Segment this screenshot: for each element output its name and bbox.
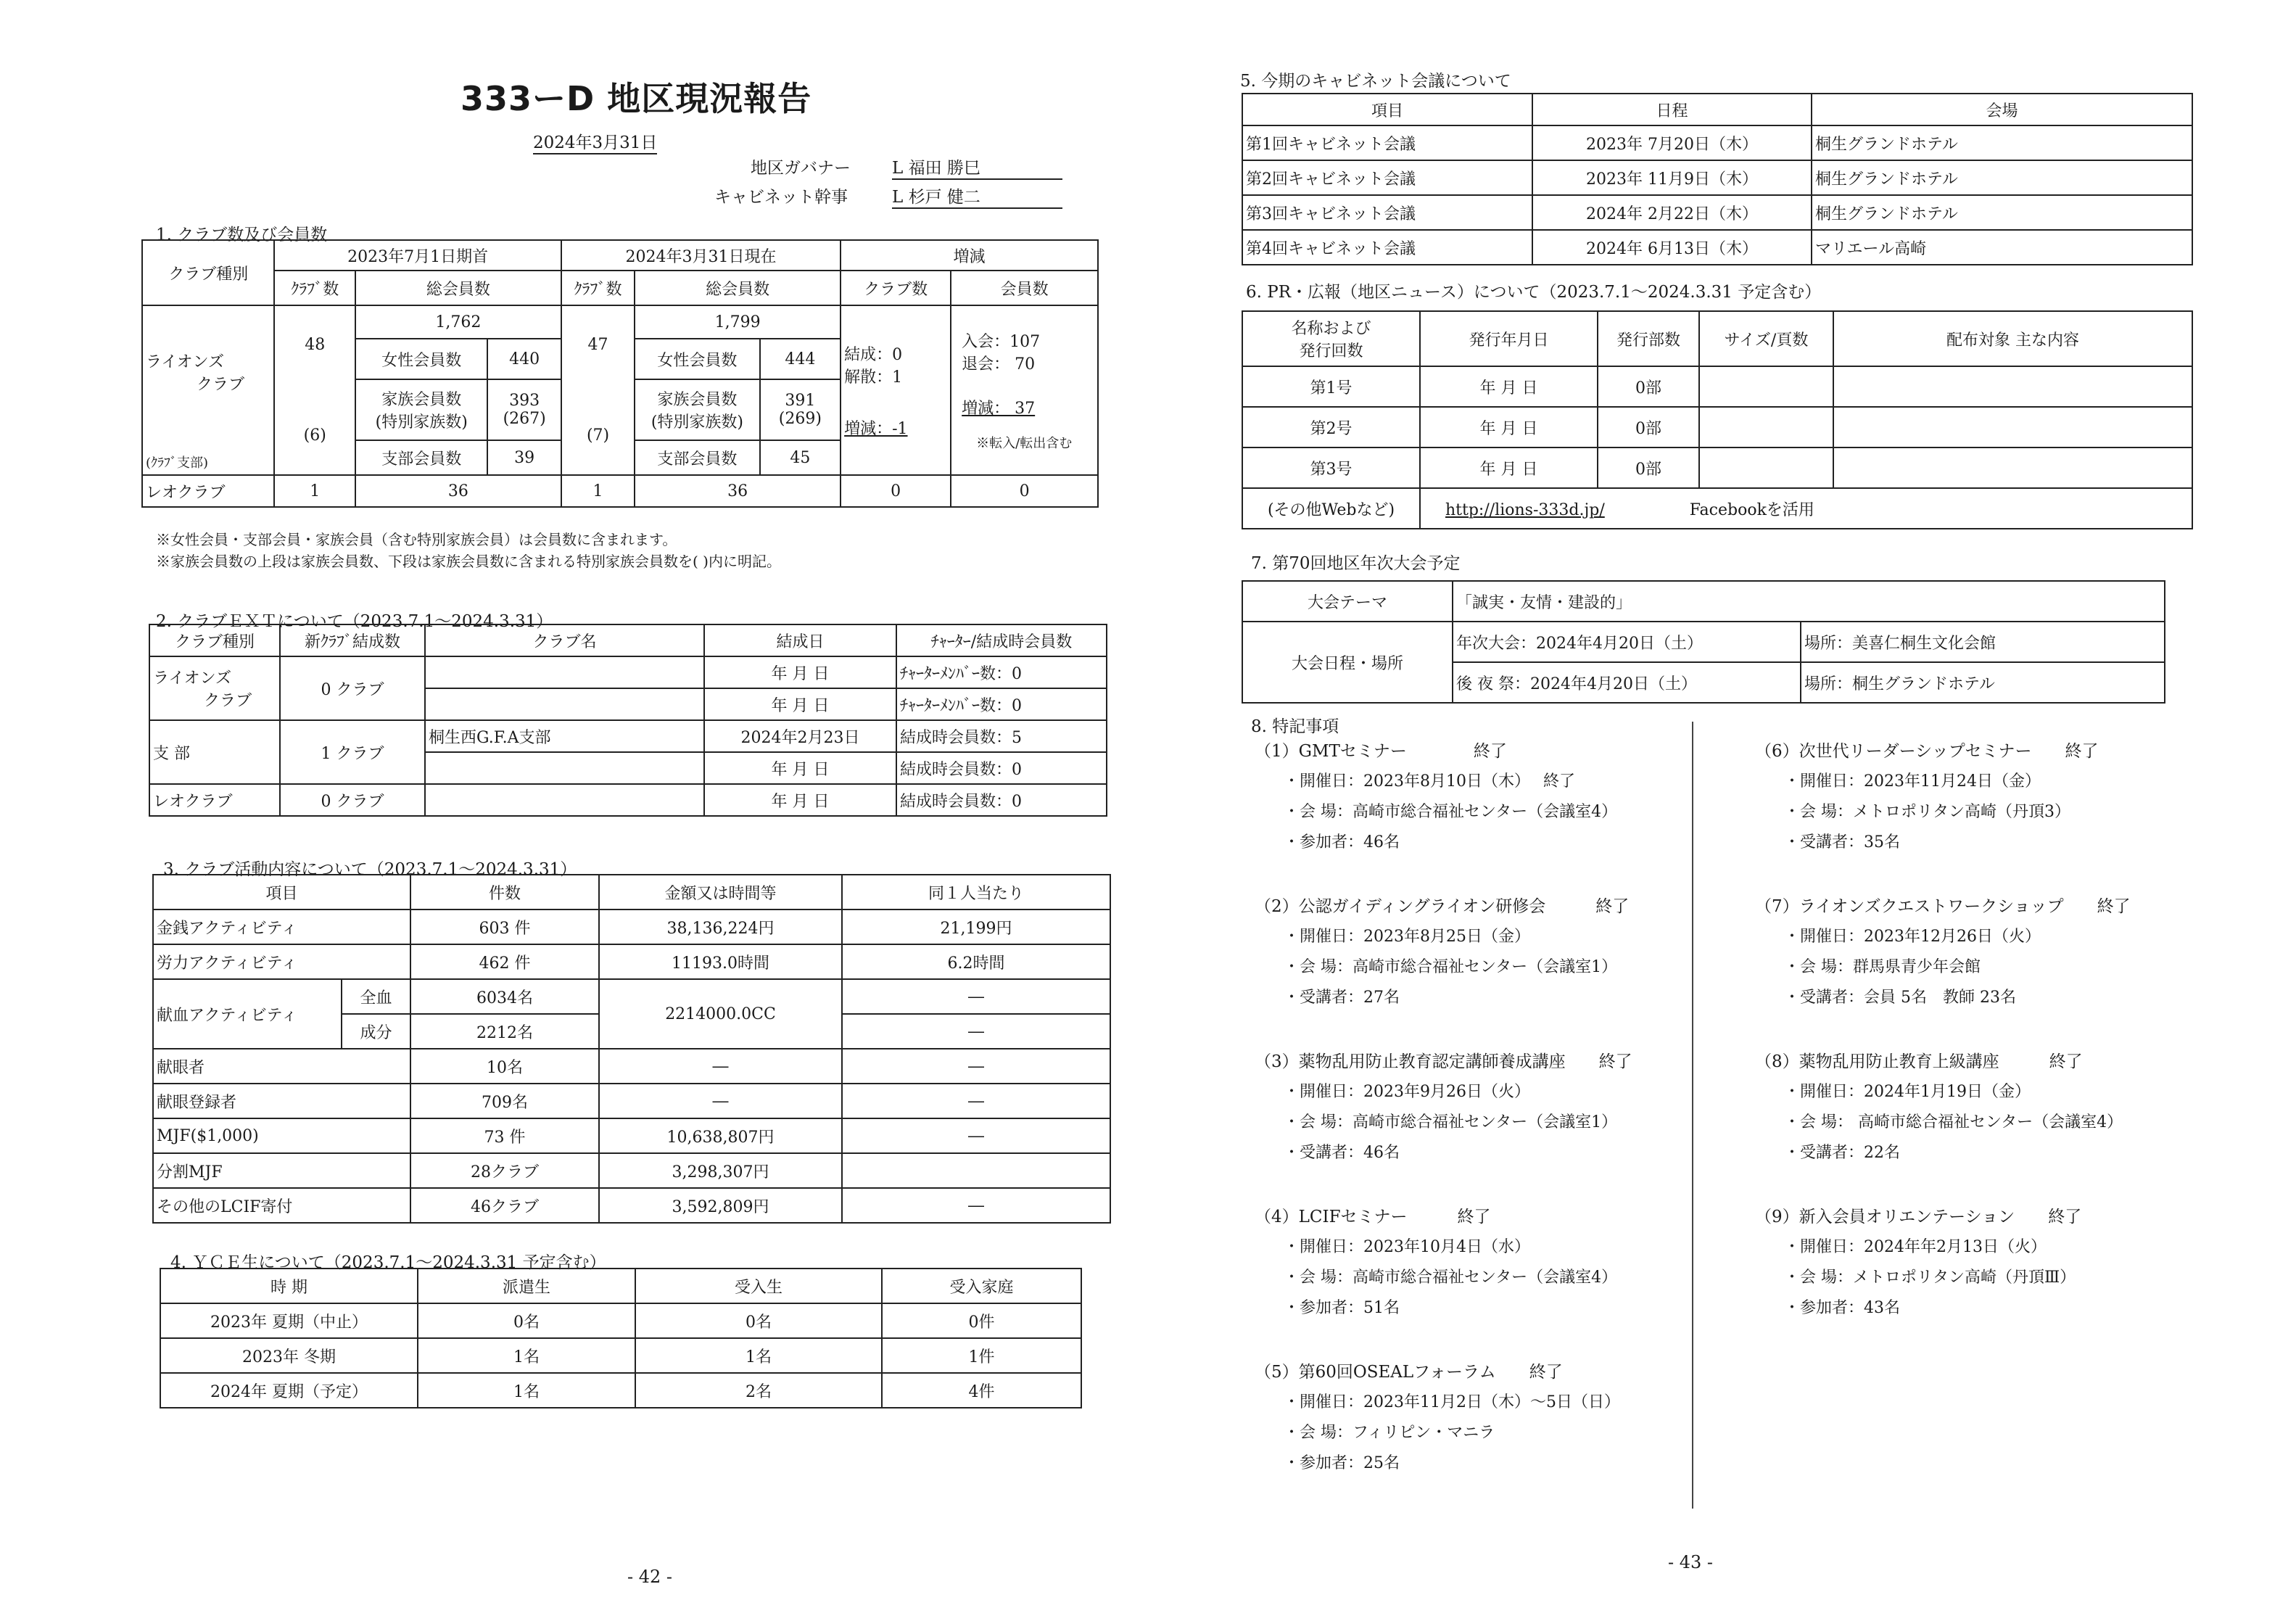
ext-lions-name-1 [425,656,704,688]
pr-table [1242,310,2193,529]
ext-h-date: 結成日 [704,624,896,656]
pr-target-0 [1833,366,2192,407]
act2-item-2: MJF($1,000) [153,1118,410,1153]
yce-recv-1: 1名 [635,1338,882,1373]
cab-venue-3: マリエール高崎 [1812,230,2192,265]
family-label-2024 [635,379,759,440]
event-3-head: （3）薬物乱用防止教育認定講師養成講座 終了 [1255,1052,1632,1071]
family-2024-cell [760,379,841,440]
chg-found: 結成：0 [844,345,903,364]
section2-heading: 2. クラブＥＸＴについて（2023.7.1～2024.3.31） [156,612,553,631]
pr-h-name [1242,311,1420,366]
governor-name: L 福田 勝巳 [892,154,1062,180]
chg-clubs: 増減：-1 [844,419,908,438]
cab-date-3: 2024年 6月13日（木） [1532,230,1812,265]
event-4-l1: ・開催日：2023年10月4日（水） [1284,1238,1530,1256]
family-label-1: 家族会員数 [381,391,462,409]
h-clubs-2023: ｸﾗﾌﾞ数 [274,271,355,305]
act2-per-3 [842,1153,1110,1188]
ext-leo: レオクラブ [149,784,280,816]
ext-lions-1: ライオンズ [153,669,232,688]
yce-h-recv: 受入生 [635,1269,882,1303]
activity-table [152,874,1111,1224]
act-h-amount: 金額又は時間等 [599,875,842,910]
pr-h-name-2: 発行回数 [1299,342,1363,360]
ext-h-members: ﾁｬｰﾀｰ/結成時会員数 [896,624,1107,656]
event-9-head: （9）新入会員オリエンテーション 終了 [1755,1208,2082,1226]
event-5 [1255,1357,1620,1479]
h-2023: 2023年7月1日期首 [274,240,561,271]
pr-copies-2: 0部 [1598,447,1699,488]
act2-amount-2: 10,638,807円 [599,1118,842,1153]
pr-date-0: 年 月 日 [1420,366,1598,407]
event-9-l3: ・参加者：43名 [1784,1299,1900,1317]
event-9 [1755,1202,2081,1324]
act-amount-1: 11193.0時間 [599,944,842,979]
act2-per-1: ― [842,1084,1110,1118]
pr-web-cell [1420,488,2192,529]
h-total-2023: 総会員数 [355,271,561,305]
branch-2023: (6) [303,426,326,445]
act-h-count: 件数 [410,875,599,910]
yce-sent-1: 1名 [418,1338,635,1373]
secretary-name: L 杉戸 健二 [892,183,1062,209]
club-change-cell [841,305,951,475]
pr-h-date: 発行年月日 [1420,311,1598,366]
yce-sent-0: 0名 [418,1303,635,1338]
h-members-change: 会員数 [951,271,1098,305]
act2-amount-0: ― [599,1049,842,1084]
ext-h-name: クラブ名 [425,624,704,656]
chg-dissolve: 解散：1 [844,368,903,387]
act2-per-0: ― [842,1049,1110,1084]
event-5-l2: ・会 場：フィリピン・マニラ [1284,1424,1495,1442]
leo-chg-members: 0 [951,475,1098,507]
club-members-table [141,239,1099,508]
cab-h-item: 項目 [1242,94,1532,125]
clubs-2024: 47 [587,336,608,354]
event-1-l3: ・参加者：46名 [1284,833,1400,851]
female-2024: 444 [760,339,841,379]
event-9-l1: ・開催日：2024年年2月13日（火） [1784,1238,2047,1256]
event-2-l2: ・会 場：高崎市総合福祉センター（会議室1） [1284,958,1618,976]
section1-heading: 1. クラブ数及び会員数 [156,226,328,244]
h-clubs-change: クラブ数 [841,271,951,305]
cab-venue-1: 桐生グランドホテル [1812,160,2192,195]
yce-h-sent: 派遣生 [418,1269,635,1303]
act-per-1: 6.2時間 [842,944,1110,979]
event-2-l1: ・開催日：2023年8月25日（金） [1284,928,1530,946]
yce-h-host: 受入家庭 [882,1269,1081,1303]
yce-host-1: 1件 [882,1338,1081,1373]
club-ext-table [149,624,1107,817]
pr-date-1: 年 月 日 [1420,407,1598,447]
pr-web-label: (その他Webなど) [1242,488,1420,529]
leo-total-2023: 36 [355,475,561,507]
ext-branch-members: 結成時会員数：5 [896,720,1107,752]
ext-h-new: 新ｸﾗﾌﾞ結成数 [280,624,425,656]
leo-chg-clubs: 0 [841,475,951,507]
act2-item-4: その他のLCIF寄付 [153,1188,410,1223]
blood-amount: 2214000.0CC [599,979,842,1049]
yce-period-2: 2024年 夏期（予定） [160,1373,418,1408]
act2-amount-3: 3,298,307円 [599,1153,842,1188]
event-3-l1: ・開催日：2023年9月26日（火） [1284,1083,1530,1101]
section8-heading: 8. 特記事項 [1251,717,1339,736]
event-1-l2: ・会 場：高崎市総合福祉センター（会議室4） [1284,803,1618,821]
act-count-1: 462 件 [410,944,599,979]
event-5-head: （5）第60回OSEALフォーラム 終了 [1255,1363,1563,1382]
family-label-1b: 家族会員数 [657,391,738,409]
ext-leo-name [425,784,704,816]
convention-table [1242,580,2165,704]
yce-period-0: 2023年 夏期（中止） [160,1303,418,1338]
act2-count-1: 709名 [410,1084,599,1118]
event-4 [1255,1202,1617,1324]
pr-web-fb: Facebookを活用 [1689,500,1814,519]
cab-date-2: 2024年 2月22日（木） [1532,195,1812,230]
ext-lions-members-1: ﾁｬｰﾀｰﾒﾝﾊﾞｰ数：0 [896,656,1107,688]
lions-label-2: クラブ [197,376,245,394]
family-2023: 393 [509,392,540,410]
act-count-0: 603 件 [410,910,599,944]
cab-h-date: 日程 [1532,94,1812,125]
act2-count-0: 10名 [410,1049,599,1084]
section7-heading: 7. 第70回地区年次大会予定 [1251,554,1461,573]
family-sp-2024: (269) [778,410,822,428]
yce-recv-0: 0名 [635,1303,882,1338]
conv-night: 後 夜 祭：2024年4月20日（土） [1453,662,1801,703]
female-2023: 440 [487,339,561,379]
event-1 [1255,736,1617,858]
section6-heading: 6. PR・広報（地区ニュース）について（2023.7.1～2024.3.31 予定含む） [1246,283,1822,302]
ext-branch-date: 2024年2月23日 [704,720,896,752]
page-title: 333ーD 地区現況報告 [461,79,812,118]
act2-amount-4: 3,592,809円 [599,1188,842,1223]
cab-h-venue: 会場 [1812,94,2192,125]
page-number-left: - 42 - [627,1567,673,1587]
act-item-0: 金銭アクティビティ [153,910,410,944]
blood-per-2: ― [842,1014,1110,1049]
h-2024: 2024年3月31日現在 [561,240,841,271]
event-7-l1: ・開催日：2023年12月26日（火） [1784,928,2041,946]
act2-per-2: ― [842,1118,1110,1153]
ext-lions-2: クラブ [204,692,252,710]
note-1: ※女性会員・支部会員・家族会員（含む特別家族会員）は会員数に含まれます。 [156,531,677,548]
conv-night-venue: 場所：桐生グランドホテル [1801,662,2165,703]
conv-theme-label: 大会テーマ [1242,581,1453,622]
yce-host-2: 4件 [882,1373,1081,1408]
pr-copies-1: 0部 [1598,407,1699,447]
ext-lions-members-2: ﾁｬｰﾀｰﾒﾝﾊﾞｰ数：0 [896,688,1107,720]
leo-total-2024: 36 [635,475,841,507]
event-6-l3: ・受講者：35名 [1784,833,1900,851]
cab-item-3: 第4回キャビネット会議 [1242,230,1532,265]
lions-label-1: ライオンズ [146,353,225,371]
conv-theme: 「誠実・友情・建設的」 [1453,581,2165,622]
event-8 [1755,1047,2123,1168]
event-1-head: （1）GMTセミナー 終了 [1255,742,1507,761]
chg-join: 入会：107 [962,332,1041,351]
secretary-label: キャビネット幹事 [714,188,848,207]
branch-label: (ｸﾗﾌﾞ支部) [146,455,209,471]
ext-leo-count: 0 クラブ [280,784,425,816]
ext-lions-count: 0 クラブ [280,656,425,720]
event-8-head: （8）薬物乱用防止教育上級講座 終了 [1755,1052,2083,1071]
event-2-l3: ・受講者：27名 [1284,989,1400,1007]
event-7-l3: ・受講者：会員 5名 教師 23名 [1784,989,2016,1007]
ext-lions-date-1: 年 月 日 [704,656,896,688]
h-type: クラブ種別 [142,240,274,305]
member-change-cell [951,305,1098,475]
pr-h-size: サイズ/頁数 [1699,311,1833,366]
clubs-2023: 48 [305,336,326,354]
governor-label: 地区ガバナー [751,159,851,178]
event-4-l3: ・参加者：51名 [1284,1299,1400,1317]
blood-whole-count: 6034名 [410,979,599,1014]
ext-branch-members-2: 結成時会員数：0 [896,752,1107,784]
branch-members-label-2024: 支部会員数 [635,440,759,475]
pr-size-1 [1699,407,1833,447]
blood-comp-count: 2212名 [410,1014,599,1049]
branch-members-label-2023: 支部会員数 [355,440,487,475]
cab-item-0: 第1回キャビネット会議 [1242,125,1532,160]
event-3-l3: ・受講者：46名 [1284,1144,1400,1162]
cab-venue-2: 桐生グランドホテル [1812,195,2192,230]
family-label-2023 [355,379,487,440]
pr-h-name-1: 名称および [1291,320,1371,338]
ext-lions-cell [149,656,280,720]
act2-count-3: 28クラブ [410,1153,599,1188]
event-6-l1: ・開催日：2023年11月24日（金） [1784,772,2041,791]
section3-heading: 3. クラブ活動内容について（2023.7.1～2024.3.31） [163,860,577,879]
event-7-head: （7）ライオンズクエストワークショップ 終了 [1755,897,2131,916]
pr-size-2 [1699,447,1833,488]
event-7-l2: ・会 場：群馬県青少年会館 [1784,958,1981,976]
yce-recv-2: 2名 [635,1373,882,1408]
pr-date-2: 年 月 日 [1420,447,1598,488]
ext-branch: 支 部 [149,720,280,784]
pr-h-target: 配布対象 主な内容 [1833,311,2192,366]
clubs-2023-cell [274,305,355,475]
pr-target-1 [1833,407,2192,447]
ext-leo-date: 年 月 日 [704,784,896,816]
pr-web-url[interactable]: http://lions-333d.jp/ [1445,500,1605,519]
event-3 [1255,1047,1632,1168]
section4-heading: 4. ＹＣＥ生について（2023.7.1～2024.3.31 予定含む） [170,1253,606,1272]
yce-sent-2: 1名 [418,1373,635,1408]
female-label-2023: 女性会員数 [355,339,487,379]
yce-period-1: 2023年 冬期 [160,1338,418,1373]
page-number-right: - 43 - [1668,1552,1714,1572]
report-date: 2024年3月31日 [533,129,657,154]
act-amount-0: 38,136,224円 [599,910,842,944]
blood-per-1: ― [842,979,1110,1014]
blood-comp: 成分 [342,1014,410,1049]
section5-heading: 5. 今期のキャビネット会議について [1240,72,1511,91]
event-6-l2: ・会 場：メトロポリタン高崎（丹頂3） [1784,803,2070,821]
ext-branch-name: 桐生西G.F.A支部 [425,720,704,752]
pr-h-copies: 発行部数 [1598,311,1699,366]
column-divider [1692,722,1693,1509]
cab-item-1: 第2回キャビネット会議 [1242,160,1532,195]
ext-leo-members: 結成時会員数：0 [896,784,1107,816]
pr-name-1: 第2号 [1242,407,1420,447]
event-4-l2: ・会 場：高崎市総合福祉センター（会議室4） [1284,1269,1618,1287]
act-per-0: 21,199円 [842,910,1110,944]
pr-copies-0: 0部 [1598,366,1699,407]
family-sp-2023: (267) [503,410,546,428]
event-2 [1255,891,1629,1013]
event-1-l1: ・開催日：2023年8月10日（木） 終了 [1284,772,1575,791]
ext-branch-count: 1 クラブ [280,720,425,784]
act2-count-4: 46クラブ [410,1188,599,1223]
conv-sched-label: 大会日程・場所 [1242,622,1453,703]
yce-table [160,1268,1082,1408]
act-item-1: 労力アクティビティ [153,944,410,979]
blood-label: 献血アクティビティ [153,979,342,1049]
cab-item-2: 第3回キャビネット会議 [1242,195,1532,230]
pr-name-0: 第1号 [1242,366,1420,407]
family-2023-cell [487,379,561,440]
yce-host-0: 0件 [882,1303,1081,1338]
ext-branch-name-2 [425,752,704,784]
blood-whole: 全血 [342,979,410,1014]
cab-date-0: 2023年 7月20日（木） [1532,125,1812,160]
total-2023: 1,762 [355,305,561,339]
pr-size-0 [1699,366,1833,407]
chg-leave: 退会： 70 [962,355,1036,374]
chg-note: ※転入/転出含む [976,435,1073,451]
leo-label: レオクラブ [142,475,274,507]
act2-per-4: ― [842,1188,1110,1223]
act2-count-2: 73 件 [410,1118,599,1153]
family-2024: 391 [785,392,816,410]
ext-lions-name-2 [425,688,704,720]
event-8-l2: ・会 場： 高崎市総合福祉センター（会議室4） [1784,1113,2123,1131]
ext-branch-date-2: 年 月 日 [704,752,896,784]
act2-item-0: 献眼者 [153,1049,410,1084]
event-3-l2: ・会 場：高崎市総合福祉センター（会議室1） [1284,1113,1618,1131]
note-2: ※家族会員数の上段は家族会員数、下段は家族会員数に含まれる特別家族会員数を( )内に明記。 [156,553,781,570]
event-8-l1: ・開催日：2024年1月19日（金） [1784,1083,2031,1101]
event-6-head: （6）次世代リーダーシップセミナー 終了 [1755,742,2099,761]
h-clubs-2024: ｸﾗﾌﾞ数 [561,271,635,305]
family-label-2b: (特別家族数) [651,413,743,432]
h-change: 増減 [841,240,1098,271]
branch-members-2024: 45 [760,440,841,475]
event-4-head: （4）LCIFセミナー 終了 [1255,1208,1491,1226]
act-h-item: 項目 [153,875,410,910]
cab-venue-0: 桐生グランドホテル [1812,125,2192,160]
lions-club-cell [142,305,274,475]
conv-annual: 年次大会：2024年4月20日（土） [1453,622,1801,662]
branch-members-2023: 39 [487,440,561,475]
total-2024: 1,799 [635,305,841,339]
leo-clubs-2024: 1 [561,475,635,507]
act2-amount-1: ― [599,1084,842,1118]
ext-lions-date-2: 年 月 日 [704,688,896,720]
conv-annual-venue: 場所：美喜仁桐生文化会館 [1801,622,2165,662]
female-label-2024: 女性会員数 [635,339,759,379]
event-9-l2: ・会 場：メトロポリタン高崎（丹頂Ⅲ） [1784,1269,2076,1287]
h-total-2024: 総会員数 [635,271,841,305]
family-label-2: (特別家族数) [375,413,468,432]
event-7 [1755,891,2131,1013]
act-h-per: 同１人当たり [842,875,1110,910]
event-8-l3: ・受講者：22名 [1784,1144,1900,1162]
clubs-2024-cell [561,305,635,475]
leo-clubs-2023: 1 [274,475,355,507]
act2-item-3: 分割MJF [153,1153,410,1188]
yce-h-period: 時 期 [160,1269,418,1303]
event-2-head: （2）公認ガイディングライオン研修会 終了 [1255,897,1630,916]
ext-h-type: クラブ種別 [149,624,280,656]
event-5-l3: ・参加者：25名 [1284,1454,1400,1472]
event-5-l1: ・開催日：2023年11月2日（木）～5日（日） [1284,1393,1620,1411]
chg-members: 増減： 37 [962,399,1036,418]
pr-name-2: 第3号 [1242,447,1420,488]
act2-item-1: 献眼登録者 [153,1084,410,1118]
event-6 [1755,736,2098,858]
cabinet-meeting-table [1242,93,2193,265]
pr-target-2 [1833,447,2192,488]
branch-2024: (7) [586,426,610,445]
cab-date-1: 2023年 11月9日（木） [1532,160,1812,195]
